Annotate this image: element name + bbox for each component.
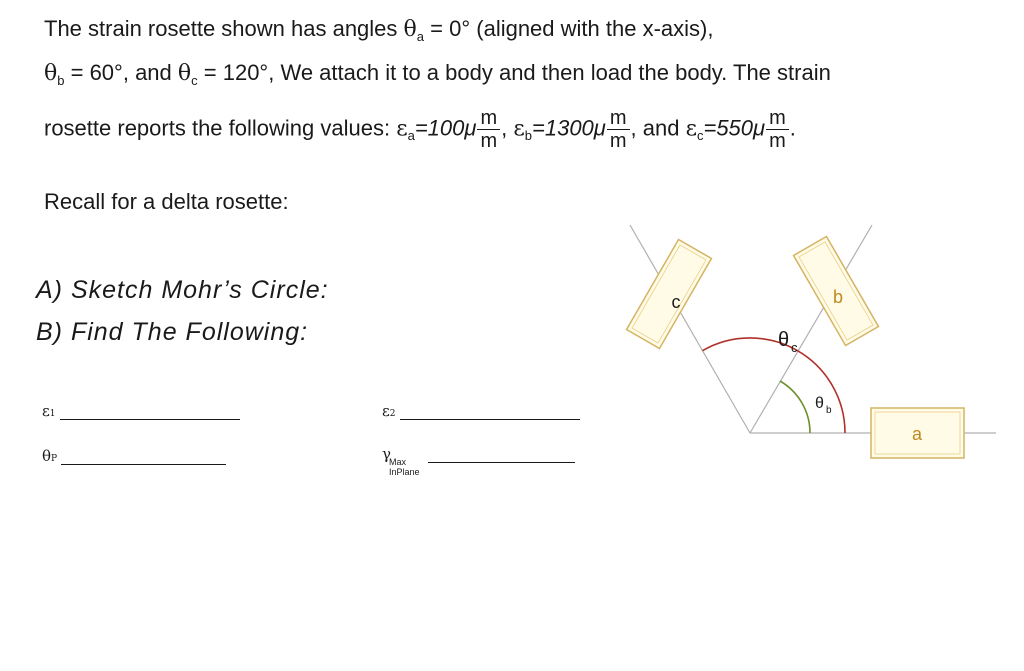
theta-symbol: θ	[403, 17, 417, 42]
theta-b-value: 60°	[89, 60, 123, 85]
problem-text: (aligned with the x-axis),	[470, 16, 714, 41]
subscript: c	[696, 128, 704, 144]
gamma-subscript: Max InPlane	[389, 457, 420, 477]
thetap-blank-line	[61, 464, 226, 465]
theta-c-value: 120°	[222, 60, 269, 85]
recall-text: Recall for a delta rosette:	[44, 189, 289, 214]
theta-a-value: 0°	[449, 16, 471, 41]
problem-text: , We attach it to a body and then load the body. The strain	[268, 60, 831, 85]
problem-line-2	[44, 60, 831, 86]
gauge-c-label: c	[671, 292, 681, 312]
theta-symbol: θ	[44, 61, 58, 86]
subscript: P	[51, 454, 58, 464]
gauge-c	[627, 239, 712, 348]
epsilon-symbol: ε	[382, 402, 390, 420]
problem-text: rosette reports the following values:	[44, 115, 397, 141]
theta-c-arc	[703, 338, 846, 433]
epsilon-symbol: ε	[396, 116, 408, 142]
subscript: c	[191, 73, 198, 88]
theta-b-arc	[780, 381, 810, 433]
subscript: a	[407, 128, 415, 144]
theta-symbol: θ	[42, 447, 52, 465]
subscript: 2	[389, 409, 396, 419]
theta-c-subscript: c	[791, 340, 798, 355]
epsilon-symbol: ε	[685, 116, 697, 142]
eps1-blank-line	[60, 419, 240, 420]
delta-rosette-diagram	[600, 215, 1020, 475]
eps-c-value: =550μ	[703, 115, 766, 141]
theta-c-symbol: θ	[778, 329, 790, 351]
equals-sign: =	[64, 60, 90, 85]
theta-symbol: θ	[177, 61, 192, 86]
eps-a-value: =100μ	[414, 115, 477, 141]
problem-text: , and	[122, 60, 178, 85]
gauge-b-label: b	[832, 287, 844, 307]
equals-sign: =	[197, 60, 223, 85]
epsilon-symbol: ε	[513, 116, 525, 142]
subscript: 1	[49, 409, 56, 419]
unit-fraction: $\frac{m}{m}$	[607, 107, 630, 152]
eps2-answer	[382, 402, 580, 420]
theta-b-subscript: b	[826, 405, 832, 416]
unit-fraction: $\frac{m}{m}$	[477, 107, 500, 152]
theta-b-symbol: θ	[815, 395, 824, 412]
gamma-symbol: γ	[382, 445, 391, 463]
equals-sign: =	[424, 16, 450, 41]
gamma-blank-line	[428, 462, 575, 463]
subscript: b	[524, 128, 532, 144]
problem-text: The strain rosette shown has angles	[44, 16, 404, 41]
eps2-blank-line	[400, 419, 580, 420]
problem-line-3: rosette reports the following values: $\varepsilon_a=100\mu$ $\frac{m}{m}$ , $\varepsilon_b=1300\mu$ $\frac{m}{m}$ , and $\varepsilon_c=550\mu$ $\frac{m}{m}$ .	[44, 107, 796, 152]
unit-fraction: $\frac{m}{m}$	[766, 107, 789, 152]
epsilon-symbol: ε	[42, 402, 50, 420]
gauge-a-label: a	[911, 424, 923, 444]
subscript: b	[57, 73, 65, 88]
problem-line-1	[44, 16, 713, 42]
subscript: a	[416, 29, 425, 44]
eps1-answer	[42, 402, 240, 420]
task-a-heading: A) Sketch Mohr’s Circle:	[36, 276, 329, 304]
eps-b-value: =1300μ	[532, 115, 606, 141]
task-b-heading: B) Find The Following:	[36, 318, 309, 346]
thetap-answer	[42, 447, 226, 465]
